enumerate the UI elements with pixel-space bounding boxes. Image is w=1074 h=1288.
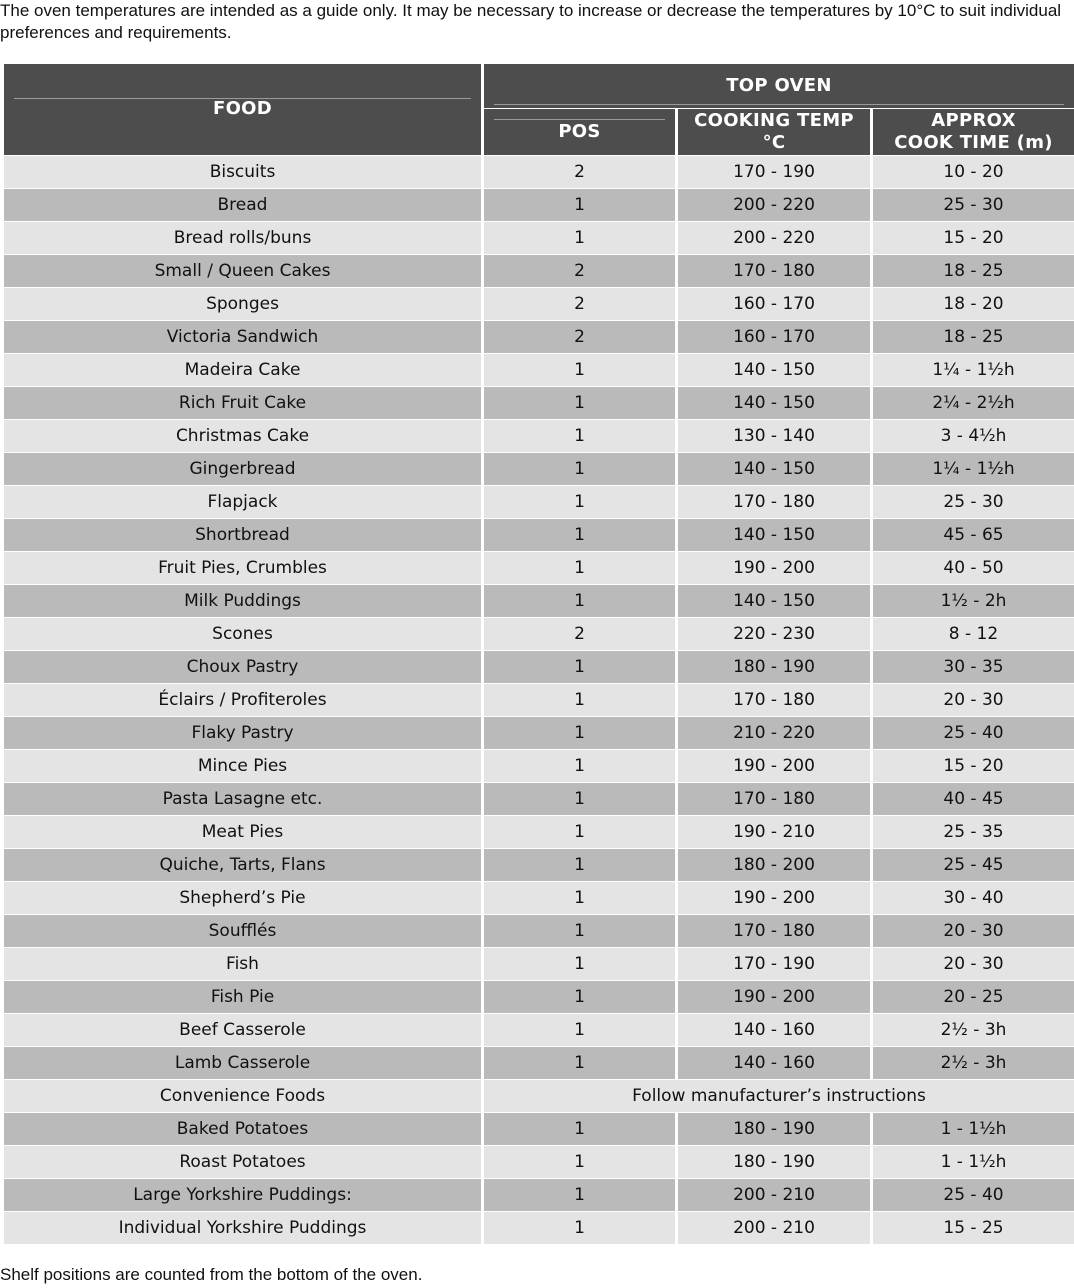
temp-cell: 190 - 200: [678, 750, 870, 782]
pos-cell: 1: [484, 1113, 675, 1145]
time-cell: 25 - 30: [873, 189, 1074, 221]
food-cell: Convenience Foods: [4, 1080, 481, 1112]
table-row: [4, 1047, 1074, 1079]
food-cell: Quiche, Tarts, Flans: [4, 849, 481, 881]
time-cell: 18 - 25: [873, 255, 1074, 287]
food-cell: Roast Potatoes: [4, 1146, 481, 1178]
food-column-header: FOOD: [4, 64, 481, 155]
table-row: [4, 849, 1074, 881]
oven-temperature-table: [4, 64, 1074, 1244]
temp-cell: 180 - 200: [678, 849, 870, 881]
time-cell: 25 - 40: [873, 717, 1074, 749]
temp-cell: 200 - 210: [678, 1212, 870, 1244]
time-cell: 30 - 35: [873, 651, 1074, 683]
table-row: [4, 1014, 1074, 1046]
table-row: [4, 453, 1074, 485]
pos-cell: 1: [484, 354, 675, 386]
table-row: [4, 1146, 1074, 1178]
time-cell: 25 - 35: [873, 816, 1074, 848]
pos-cell: 1: [484, 1014, 675, 1046]
pos-cell: 1: [484, 717, 675, 749]
temp-cell: 180 - 190: [678, 1113, 870, 1145]
temp-cell: 160 - 170: [678, 321, 870, 353]
time-cell: 1½ - 2h: [873, 585, 1074, 617]
table-row: [4, 1113, 1074, 1145]
temp-cell: 170 - 180: [678, 486, 870, 518]
table-row: [4, 717, 1074, 749]
temp-cell: 170 - 190: [678, 948, 870, 980]
temp-cell: 140 - 150: [678, 453, 870, 485]
temp-cell: 160 - 170: [678, 288, 870, 320]
food-cell: Mince Pies: [4, 750, 481, 782]
food-cell: Flaky Pastry: [4, 717, 481, 749]
food-cell: Madeira Cake: [4, 354, 481, 386]
food-cell: Shortbread: [4, 519, 481, 551]
table-row: [4, 222, 1074, 254]
pos-cell: 2: [484, 321, 675, 353]
food-cell: Flapjack: [4, 486, 481, 518]
pos-cell: 1: [484, 585, 675, 617]
pos-cell: 1: [484, 783, 675, 815]
food-cell: Victoria Sandwich: [4, 321, 481, 353]
food-cell: Milk Puddings: [4, 585, 481, 617]
pos-cell: 1: [484, 882, 675, 914]
table-row: [4, 882, 1074, 914]
pos-cell: 1: [484, 222, 675, 254]
temp-cell: 180 - 190: [678, 1146, 870, 1178]
temp-cell: 210 - 220: [678, 717, 870, 749]
food-cell: Choux Pastry: [4, 651, 481, 683]
table-row: [4, 1212, 1074, 1244]
time-cell: 40 - 45: [873, 783, 1074, 815]
food-cell: Pasta Lasagne etc.: [4, 783, 481, 815]
food-cell: Éclairs / Profiteroles: [4, 684, 481, 716]
time-cell: 20 - 30: [873, 915, 1074, 947]
table-row: [4, 651, 1074, 683]
table-row: [4, 684, 1074, 716]
food-cell: Gingerbread: [4, 453, 481, 485]
temp-cell: 140 - 160: [678, 1047, 870, 1079]
pos-cell: 1: [484, 1179, 675, 1211]
pos-cell: 1: [484, 519, 675, 551]
table-row: [4, 948, 1074, 980]
table-row: [4, 552, 1074, 584]
table-row: [4, 816, 1074, 848]
table-row: [4, 255, 1074, 287]
table-row: [4, 915, 1074, 947]
table-row: [4, 420, 1074, 452]
food-cell: Fish: [4, 948, 481, 980]
time-cell: 25 - 45: [873, 849, 1074, 881]
time-cell: 15 - 20: [873, 222, 1074, 254]
food-cell: Lamb Casserole: [4, 1047, 481, 1079]
food-cell: Individual Yorkshire Puddings: [4, 1212, 481, 1244]
time-cell: 2¼ - 2½h: [873, 387, 1074, 419]
food-cell: Rich Fruit Cake: [4, 387, 481, 419]
time-cell: 18 - 20: [873, 288, 1074, 320]
table-row: [4, 354, 1074, 386]
food-cell: Large Yorkshire Puddings:: [4, 1179, 481, 1211]
food-cell: Shepherd’s Pie: [4, 882, 481, 914]
food-cell: Bread: [4, 189, 481, 221]
temp-cell: 220 - 230: [678, 618, 870, 650]
temp-cell: 170 - 180: [678, 684, 870, 716]
time-cell: 25 - 30: [873, 486, 1074, 518]
table-row: [4, 1080, 1074, 1112]
pos-cell: 2: [484, 618, 675, 650]
time-cell: 10 - 20: [873, 156, 1074, 188]
food-cell: Meat Pies: [4, 816, 481, 848]
table-row: [4, 618, 1074, 650]
time-cell: 15 - 20: [873, 750, 1074, 782]
temp-cell: 200 - 220: [678, 189, 870, 221]
temp-cell: 200 - 220: [678, 222, 870, 254]
pos-cell: 1: [484, 651, 675, 683]
temp-cell: 130 - 140: [678, 420, 870, 452]
time-cell: 1¼ - 1½h: [873, 354, 1074, 386]
pos-cell: 1: [484, 1212, 675, 1244]
pos-cell: 1: [484, 189, 675, 221]
food-cell: Fruit Pies, Crumbles: [4, 552, 481, 584]
table-row: [4, 288, 1074, 320]
time-cell: 1 - 1½h: [873, 1146, 1074, 1178]
table-row: [4, 387, 1074, 419]
pos-cell: 2: [484, 255, 675, 287]
pos-cell: 1: [484, 849, 675, 881]
table-body: [4, 156, 1074, 1244]
pos-column-header: POS: [484, 109, 675, 155]
temp-cell: 190 - 200: [678, 981, 870, 1013]
pos-cell: 1: [484, 387, 675, 419]
footer-note: Shelf positions are counted from the bottom of the oven.: [0, 1265, 423, 1284]
food-cell: Scones: [4, 618, 481, 650]
temp-cell: 200 - 210: [678, 1179, 870, 1211]
pos-cell: 1: [484, 486, 675, 518]
table-row: [4, 585, 1074, 617]
time-cell: 20 - 25: [873, 981, 1074, 1013]
food-cell: Christmas Cake: [4, 420, 481, 452]
pos-cell: 2: [484, 288, 675, 320]
pos-cell: 1: [484, 948, 675, 980]
time-cell: 2½ - 3h: [873, 1047, 1074, 1079]
table-row: [4, 189, 1074, 221]
pos-cell: 2: [484, 156, 675, 188]
table-row: [4, 783, 1074, 815]
time-cell: 3 - 4½h: [873, 420, 1074, 452]
temp-cell: 140 - 150: [678, 519, 870, 551]
food-cell: Fish Pie: [4, 981, 481, 1013]
food-cell: Beef Casserole: [4, 1014, 481, 1046]
time-cell: 45 - 65: [873, 519, 1074, 551]
cook-time-column-header: APPROX COOK TIME (m): [873, 109, 1074, 155]
time-cell: 18 - 25: [873, 321, 1074, 353]
temp-cell: 170 - 190: [678, 156, 870, 188]
time-cell: 20 - 30: [873, 948, 1074, 980]
temp-cell: 170 - 180: [678, 783, 870, 815]
food-cell: Soufflés: [4, 915, 481, 947]
time-cell: 15 - 25: [873, 1212, 1074, 1244]
food-cell: Small / Queen Cakes: [4, 255, 481, 287]
temp-cell: 190 - 210: [678, 816, 870, 848]
temp-cell: 180 - 190: [678, 651, 870, 683]
food-cell: Sponges: [4, 288, 481, 320]
time-cell: 1¼ - 1½h: [873, 453, 1074, 485]
food-cell: Baked Potatoes: [4, 1113, 481, 1145]
pos-cell: 1: [484, 981, 675, 1013]
temp-cell: 170 - 180: [678, 915, 870, 947]
pos-cell: 1: [484, 915, 675, 947]
table-row: [4, 750, 1074, 782]
pos-cell: 1: [484, 684, 675, 716]
intro-text: The oven temperatures are intended as a guide only. It may be necessary to increase or decrease the temperatures by 10°C to suit individual preferences and requirements.: [0, 1, 1062, 42]
time-cell: 25 - 40: [873, 1179, 1074, 1211]
pos-cell: 1: [484, 1047, 675, 1079]
table-row: [4, 519, 1074, 551]
pos-cell: 1: [484, 552, 675, 584]
top-oven-header: TOP OVEN: [484, 64, 1074, 108]
time-cell: 2½ - 3h: [873, 1014, 1074, 1046]
temp-cell: 140 - 150: [678, 387, 870, 419]
food-cell: Bread rolls/buns: [4, 222, 481, 254]
time-cell: 40 - 50: [873, 552, 1074, 584]
temp-cell: 190 - 200: [678, 552, 870, 584]
pos-cell: 1: [484, 750, 675, 782]
time-cell: 30 - 40: [873, 882, 1074, 914]
table-row: [4, 156, 1074, 188]
pos-cell: 1: [484, 453, 675, 485]
food-cell: Biscuits: [4, 156, 481, 188]
temp-cell: 170 - 180: [678, 255, 870, 287]
temp-cell: 140 - 160: [678, 1014, 870, 1046]
table-row: [4, 1179, 1074, 1211]
table-row: [4, 486, 1074, 518]
pos-cell: 1: [484, 816, 675, 848]
temp-cell: 140 - 150: [678, 354, 870, 386]
instruction-cell: Follow manufacturer’s instructions: [484, 1080, 1074, 1112]
cooking-temp-column-header: COOKING TEMP °C: [678, 109, 870, 155]
temp-cell: 140 - 150: [678, 585, 870, 617]
table-row: [4, 981, 1074, 1013]
table-row: [4, 321, 1074, 353]
pos-cell: 1: [484, 1146, 675, 1178]
time-cell: 20 - 30: [873, 684, 1074, 716]
time-cell: 8 - 12: [873, 618, 1074, 650]
time-cell: 1 - 1½h: [873, 1113, 1074, 1145]
temp-cell: 190 - 200: [678, 882, 870, 914]
pos-cell: 1: [484, 420, 675, 452]
